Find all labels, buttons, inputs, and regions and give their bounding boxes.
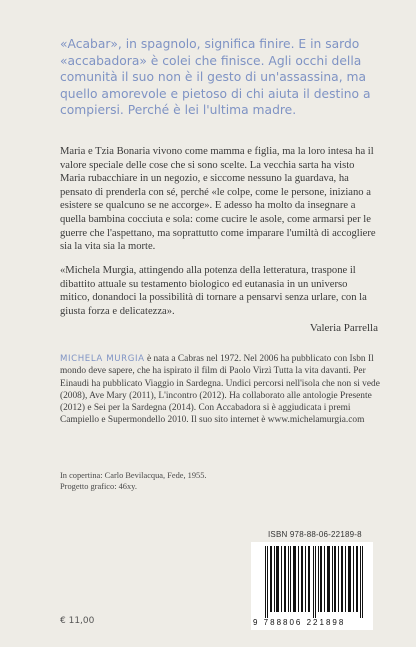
barcode-graphic: [263, 546, 368, 618]
quote-attribution: Valeria Parrella: [309, 322, 378, 334]
design-credit: Progetto grafico: 46xy.: [60, 482, 137, 492]
synopsis-paragraph: Maria e Tzia Bonaria vivono come mamma e figlia, ma la loro intesa ha il valore speciale delle cose che si sono scelte. La vecchia sarta ha visto Maria rubacchiare in un negozio, e siccome nessuno la guardava, ha pensato di prenderla con sé, perché «le colpe, come le persone, iniziano a esistere se qualcuno se ne accorge». E adesso ha molto da insegnare a quella bambina cocciuta e sola: come cucire le asole, come armarsi per le guerre che l'aspettano, ma soprattutto come imparare l'umiltà di accogliere sia la vita sia la morte.: [60, 146, 376, 253]
price-label: € 11,00: [60, 616, 95, 626]
blurb-text: «Acabar», in spagnolo, significa finire. E in sardo «accabadora» è colei che finisce. Agli occhi della comunità il suo non è il gesto di un'assassina, ma quello amorevole e pietoso di chi aiuta il destino a compiersi. Perché è lei l'ultima madre.: [60, 37, 371, 118]
review-quote: «Michela Murgia, attingendo alla potenza della letteratura, traspone il dibattito attuale su testamento biologico ed eutanasia in un universo mitico, donandoci la possibilità di tornare a pensarvi senza urlare, con la giusta forza e delicatezza».: [60, 265, 367, 317]
barcode-number: 9 788806 221898: [253, 618, 346, 627]
barcode: [251, 542, 373, 630]
author-bio-text: è nata a Cabras nel 1972. Nel 2006 ha pubblicato con Isbn Il mondo deve sapere, che ha ispirato il film di Paolo Virzì Tutta la vita davanti. Per Einaudi ha pubblicato Viaggio in Sardegna. Undici percorsi nell'isola che non si vede (2008), Ave Mary (2011), L'incontro (2012). Ha collaborato alle antologie Presente (2012) e Sei per la Sardegna (2014). Con Accabadora si è aggiudicata i premi Campiello e Supermondello 2010. Il suo sito internet è www.michelamurgia.com: [60, 354, 380, 426]
isbn-label: ISBN 978-88-06-22189-8: [268, 530, 362, 539]
cover-credit: In copertina: Carlo Bevilacqua, Fede, 1955.: [60, 471, 207, 480]
author-bio: [60, 353, 380, 427]
author-name: MICHELA MURGIA: [60, 354, 145, 364]
credits: [60, 470, 207, 493]
